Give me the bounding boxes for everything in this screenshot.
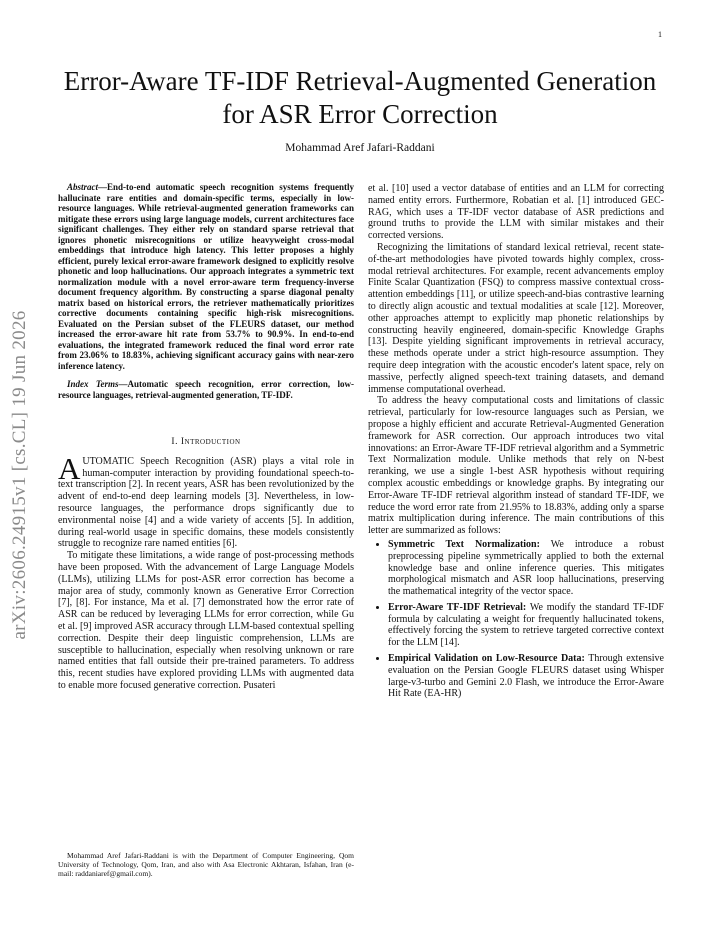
arxiv-watermark	[0, 265, 40, 685]
list-item	[388, 602, 664, 649]
list-item	[388, 653, 664, 700]
abstract-text: End-to-end automatic speech recognition systems frequently hallucinate rare entities and domain-specific terms, especially in low-resource languages. While retrieval-augmented generation frameworks can mitigate these errors using large language models, current architectures face significant challenges. They either rely on standard sparse retrieval that ignores phonetic misrecognitions or utilize heavyweight cross-modal embeddings that introduce high latency. This letter proposes a highly efficient, purely lexical error-aware framework designed to explicitly resolve phonetic and loop hallucinations. Our approach integrates a symmetric text normalization module with a novel error-aware term frequency-inverse document frequency algorithm. By constructing a sparse diagonal penalty matrix based on historical errors, the retriever mathematically prioritizes corrective documents containing specific high-risk misrecognitions. Evaluated on the Persian subset of the FLEURS dataset, our method increased the error-aware hit rate from 53.7% to 90.9%. In end-to-end evaluations, the integrated framework reduced the final word error rate from 23.06% to 18.83%, achieving significant accuracy gains with near-zero inference latency.	[58, 182, 354, 371]
drop-cap: A	[58, 450, 81, 486]
section-title: Introduction	[180, 437, 241, 447]
page-number: 1	[658, 30, 662, 39]
index-terms-label: Index Terms	[67, 379, 119, 389]
bullet-text: We modify the standard TF-IDF formula by calculating a weight for frequently hallucinated tokens, effectively forcing the system to retrieve targeted corrective context for the LLM [14].	[388, 601, 664, 649]
index-terms-text: Automatic speech recognition, error correction, low-resource languages, retrieval-augmented generation, TF-IDF.	[58, 379, 354, 400]
intro-paragraph-1	[58, 450, 354, 550]
paper-title: Error-Aware TF-IDF Retrieval-Augmented Generation for ASR Error Correction	[63, 66, 657, 129]
abstract: Abstract—End-to-end automatic speech recognition systems frequently hallucinate rare entities and domain-specific terms, especially in low-resource languages. While retrieval-augmented generation frameworks can mitigate these errors using large language models, current architectures face significant challenges. They either rely on standard sparse retrieval that ignores phonetic misrecognitions or utilize heavyweight cross-modal embeddings that introduce high latency. This letter proposes a highly efficient, purely lexical error-aware framework designed to explicitly resolve phonetic and loop hallucinations. Our approach integrates a symmetric text normalization module with a novel error-aware term frequency-inverse document frequency algorithm. By constructing a sparse diagonal penalty matrix based on historical errors, the retriever mathematically prioritizes corrective documents containing specific high-risk misrecognitions. Evaluated on the Persian subset of the FLEURS dataset, our method increased the error-aware hit rate from 53.7% to 90.9%. In end-to-end evaluations, the integrated framework reduced the final word error rate from 23.06% to 18.83%, achieving significant accuracy gains with near-zero inference latency.	[58, 182, 354, 371]
section-heading	[58, 437, 354, 449]
bullet-text: We introduce a robust preprocessing pipeline symmetrically applied to both the external knowledge base and online inference queries. This mitigates morphological mismatch and ASR loop hallucinations, preserving the mathematical integrity of the vector space.	[388, 538, 664, 598]
right-column	[368, 183, 664, 704]
section-numeral: I.	[171, 437, 178, 447]
contributions-list	[368, 539, 664, 700]
bullet-head: Symmetric Text Normalization:	[388, 538, 540, 550]
bullet-head: Error-Aware TF-IDF Retrieval:	[388, 601, 527, 613]
author-name: Mohammad Aref Jafari-Raddani	[285, 142, 435, 154]
author-footnote: Mohammad Aref Jafari-Raddani is with the Department of Computer Engineering, Qom University of Technology, Qom, Iran, and also with Asa Electronic Akhtaran, Isfahan, Iran (e-mail: raddaniaref@gmail.com).	[58, 851, 354, 878]
intro-paragraph-2: To mitigate these limitations, a wide range of post-processing methods have been proposed. With the advancement of Large Language Models (LLMs), utilizing LLMs for post-ASR error correction has become a major area of study, commonly known as Generative Error Correction [7], [8]. For instance, Ma et al. [7] demonstrated how the error rate of ASR can be reduced by leveraging LLMs for error correction, while Gu et al. [9] improved ASR accuracy through LLM-based contextual spelling correction. Despite their deep linguistic comprehension, LLMs are susceptible to hallucination, especially when resolving unknown or rare named entities that fall outside their pre-trained parameters. To address this, recent studies have explored providing LLMs with augmented data to enable more focused generative correction. Pusateri	[58, 550, 354, 691]
intro-paragraph-1-text: UTOMATIC Speech Recognition (ASR) plays a vital role in human-computer interaction by providing foundational speech-to-text transcription [2]. In recent years, ASR has been revolutionized by the advent of end-to-end deep learning models [3]. Nevertheless, in low-resource languages, the performance drops significantly due to environmental noise [4] and a wide variety of accents [5]. In addition, during real-world usage in specific domains, these models consistently struggle to recognize rare named entities [6].	[58, 455, 354, 550]
right-paragraph-1: et al. [10] used a vector database of entities and an LLM for correcting named entity errors. Furthermore, Robatian et al. [1] introduced GEC-RAG, which uses a TF-IDF vector database of ASR predictions and ground truths to provide the LLM with similar mistakes and their corrected versions.	[368, 183, 664, 242]
left-column	[58, 182, 354, 692]
right-paragraph-3: To address the heavy computational costs and limitations of classic retrieval, particularly for low-resource languages such as Persian, we propose a highly efficient and accurate Retrieval-Augmented Generation framework for ASR correction. Our approach introduces two vital innovations: an Error-Aware TF-IDF retrieval algorithm and a Symmetric Text Normalization module. Unlike methods that rely on N-best reranking, we use a single 1-best ASR hypothesis without requiring complex acoustic embeddings or knowledge graphs. By integrating our Error-Aware TF-IDF retrieval algorithm instead of standard TF-IDF, we reduce the word error rate from 21.95% to 18.83%, adding only a sparse matrix multiplication during inference. The main contributions of this letter are summarized as follows:	[368, 395, 664, 537]
abstract-label: Abstract	[67, 182, 99, 192]
arxiv-id: arXiv:2606.24915v1 [cs.CL] 19 Jun 2026	[9, 310, 30, 640]
right-paragraph-2: Recognizing the limitations of standard lexical retrieval, recent state-of-the-art methodologies have pivoted towards highly complex, cross-modal retrieval architectures. For example, recent advancements employ Finite Scalar Quantization (FSQ) to compress massive contextual cross-attention embeddings [11], or utilize speech-and-bias contrastive learning to directly align acoustic and textual modalities at scale [12]. Moreover, other approaches attempt to explicitly map phonetic relationships by constructing heavily engineered, domain-specific Knowledge Graphs [13]. Despite yielding significant improvements in retrieval accuracy, these methods operate under a strict high-resource assumption. They require deep integration with the acoustic encoder's latent space, rely on massive, perfectly aligned speech-text training datasets, and demand immense computational overhead.	[368, 241, 664, 395]
index-terms: Index Terms—Automatic speech recognition, error correction, low-resource languages, retrieval-augmented generation, TF-IDF.	[58, 379, 354, 400]
bullet-head: Empirical Validation on Low-Resource Data:	[388, 653, 585, 665]
bullet-text: Through extensive evaluation on the Persian Google FLEURS dataset using Whisper large-v3-turbo and Gemini 2.0 Flash, we introduce the Error-Aware Hit Rate (EA-HR)	[388, 653, 664, 700]
list-item	[388, 539, 664, 598]
